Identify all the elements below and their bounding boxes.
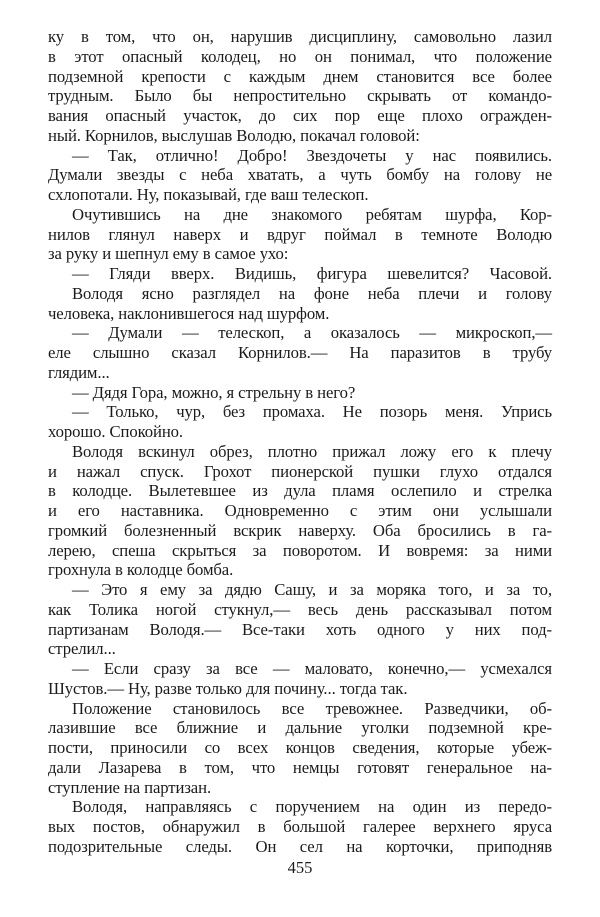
text-line: вых постов, обнаружил в большой галерее верхнего яруса (48, 817, 552, 836)
text-line: в колодце. Вылетевшее из дула пламя ослепило и стрелка (48, 481, 552, 501)
text-line: и нажал спуск. Грохот пионерской пушки глухо отдался (48, 461, 552, 481)
text-line: ный. Корнилов, выслушав Володю, покачал головой: (48, 125, 420, 145)
text-line: дали Лазарева в том, что немцы готовят генеральное на- (48, 757, 552, 777)
body-text (48, 27, 552, 857)
text-line: пости, приносили со всех концов сведения, которые убеж- (48, 738, 552, 757)
text-line: глядим... (48, 362, 110, 382)
text-line: Володя вскинул обрез, плотно прижал ложу его к плечу (72, 441, 552, 461)
text-line: — Если сразу за все — маловато, конечно,— усмехался (72, 659, 552, 678)
text-line: громкий болезненный вскрик наверху. Оба бросились в га- (48, 520, 552, 540)
text-line: лерею, спеша скрыться за поворотом. И вовремя: за ними (48, 540, 552, 560)
text-line: грохнула в колодце бомба. (48, 560, 234, 580)
text-line: за руку и шепнул ему в самое ухо: (48, 244, 289, 264)
text-line: подозрительные следы. Он сел на корточки, приподняв (48, 836, 552, 856)
text-line: Володя ясно разглядел на фоне неба плечи и голову (72, 283, 552, 303)
text-line: нилов глянул наверх и вдруг поймал в темноте Володю (48, 224, 552, 244)
text-line: хорошо. Спокойно. (48, 422, 183, 441)
text-line: подземной крепости с каждым днем становится все более (48, 66, 552, 86)
text-line: Шустов.— Ну, разве только для почину... тогда так. (48, 678, 408, 698)
text-line: лазившие все ближние и дальние уголки подземной кре- (48, 718, 552, 738)
text-line: ступление на партизан. (48, 777, 212, 797)
text-line: — Думали — телескоп, а оказалось — микроскоп,— (72, 323, 552, 343)
text-line: ку в том, что он, нарушив дисциплину, самовольно лазил (48, 27, 552, 46)
text-line: вания опасный участок, до сих пор еще плохо огражден- (48, 106, 552, 125)
text-line: человека, наклонившегося над шурфом. (48, 303, 330, 323)
text-line: Думали звезды с неба хватать, а чуть бомбу на голову не (48, 165, 552, 185)
text-line: — Так, отлично! Добро! Звездочеты у нас появились. (72, 145, 552, 165)
text-line: схлопотали. Ну, показывай, где ваш телескоп. (48, 185, 369, 204)
text-line: трудным. Было бы непростительно скрывать от командо- (48, 86, 552, 106)
text-line: — Только, чур, без промаха. Не позорь меня. Упрись (72, 402, 552, 422)
text-line: Очутившись на дне знакомого ребятам шурфа, Кор- (72, 204, 552, 224)
page-number: 455 (287, 858, 313, 877)
text-line: и его наставника. Одновременно с этим они услышали (48, 501, 552, 520)
text-line: Володя, направляясь с поручением на один из передо- (72, 797, 552, 817)
text-line: Положение становилось все тревожнее. Разведчики, об- (72, 698, 552, 718)
text-line: — Дядя Гора, можно, я стрельну в него? (72, 382, 356, 402)
text-line: стрелил... (48, 639, 116, 659)
text-line: партизанам Володя.— Все-таки хоть одного у них под- (48, 619, 552, 639)
text-line: в этот опасный колодец, но он понимал, что положение (48, 46, 552, 66)
text-line: как Толика ногой стукнул,— весь день рассказывал потом (48, 599, 552, 619)
text-line: — Гляди вверх. Видишь, фигура шевелится? Часовой. (72, 264, 552, 283)
text-line: еле слышно сказал Корнилов.— На паразитов в трубу (48, 343, 552, 362)
text-line: — Это я ему за дядю Сашу, и за моряка того, и за то, (72, 580, 552, 599)
